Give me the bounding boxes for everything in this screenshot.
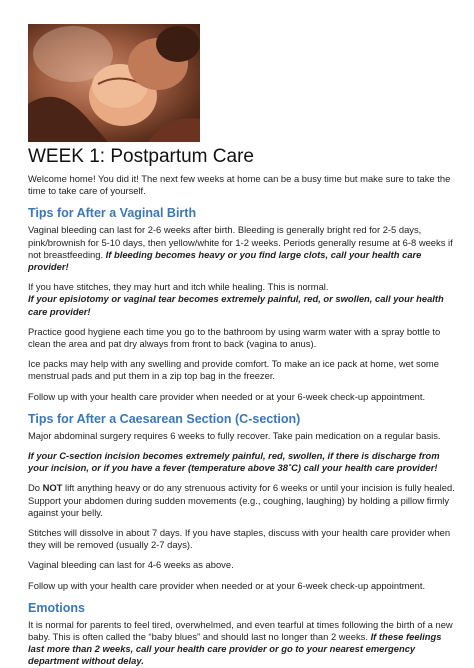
ice-pack-paragraph: Ice packs may help with any swelling and provide comfort. To make an ice pack at home, wet some menstrual pads and put them in a zip top bag in the freezer. (28, 358, 439, 382)
vaginal-birth-heading: Tips for After a Vaginal Birth (28, 206, 197, 221)
lifting-paragraph (28, 482, 458, 519)
c-section-follow-up-paragraph: Follow up with your health care provider when needed or at your 6-week check-up appointment. (28, 579, 426, 591)
baby-blues-text: It is normal for parents to feel tired, overwhelmed, and even tearful at times following the birth of a new baby. This is often called the “baby blues” and should last no longer than 2 weeks. (28, 618, 453, 643)
vaginal-bleeding-paragraph (28, 224, 458, 273)
staples-paragraph: Stitches will dissolve in about 7 days. If you have staples, discuss with your health care provider when they will be removed (usually 2-7 days). (28, 527, 451, 551)
stitches-paragraph (28, 281, 458, 318)
lifting-text-post: lift anything heavy or do any strenuous activity for 6 weeks or until your incision is fully healed. Support your abdomen during sudden movements (e.g., coughing, laughing) by holding a pillow firmly against your belly. (28, 482, 455, 518)
c-section-bleeding-paragraph: Vaginal bleeding can last for 4-6 weeks as above. (28, 559, 234, 571)
mother-baby-photo (28, 24, 200, 142)
emotions-warning: If these feelings last more than 2 weeks, call your health care provider or go to your nearest emergency department without delay. (28, 631, 442, 667)
emotions-heading: Emotions (28, 600, 85, 615)
vaginal-follow-up-paragraph: Follow up with your health care provider when needed or at your 6-week check-up appointment. (28, 390, 426, 402)
stitches-text: If you have stitches, they may hurt and itch while healing. This is normal. (28, 281, 329, 293)
bleeding-warning: If bleeding becomes heavy or you find large clots, call your health care provider! (28, 248, 422, 273)
caesarean-heading: Tips for After a Caesarean Section (C-section) (28, 411, 301, 426)
page-title: WEEK 1: Postpartum Care (28, 146, 254, 167)
emotions-paragraph (28, 619, 458, 668)
hygiene-paragraph: Practice good hygiene each time you go to the bathroom by using warm water with a spray bottle to clean the area and pat dry always from front to back (vagina to anus). (28, 325, 441, 350)
recovery-paragraph: Major abdominal surgery requires 6 weeks to fully recover. Take pain medication on a regular basis. (28, 429, 441, 441)
document-body (28, 146, 458, 668)
intro-paragraph: Welcome home! You did it! The next few weeks at home can be a busy time but make sure to take the time to take care of yourself. (28, 173, 451, 197)
lifting-text-pre: Do (28, 482, 43, 494)
vaginal-bleeding-text: Vaginal bleeding can last for 2-6 weeks after birth. Bleeding is generally bright red for 2-5 days, pink/brownish for 5-10 days, then yellow/white for 1-2 weeks. Periods generally resume at 6-8 weeks if not breastfeeding. (28, 224, 453, 260)
episiotomy-warning: If your episiotomy or vaginal tear becomes extremely painful, red, or swollen, call your health care provider! (28, 293, 444, 317)
not-emphasis: NOT (42, 482, 63, 494)
incision-warning: If your C-section incision becomes extremely painful, red, swollen, if there is discharge from your incision, or if you have a fever (temperature above 38˚C) call your health care provider! (28, 450, 440, 474)
